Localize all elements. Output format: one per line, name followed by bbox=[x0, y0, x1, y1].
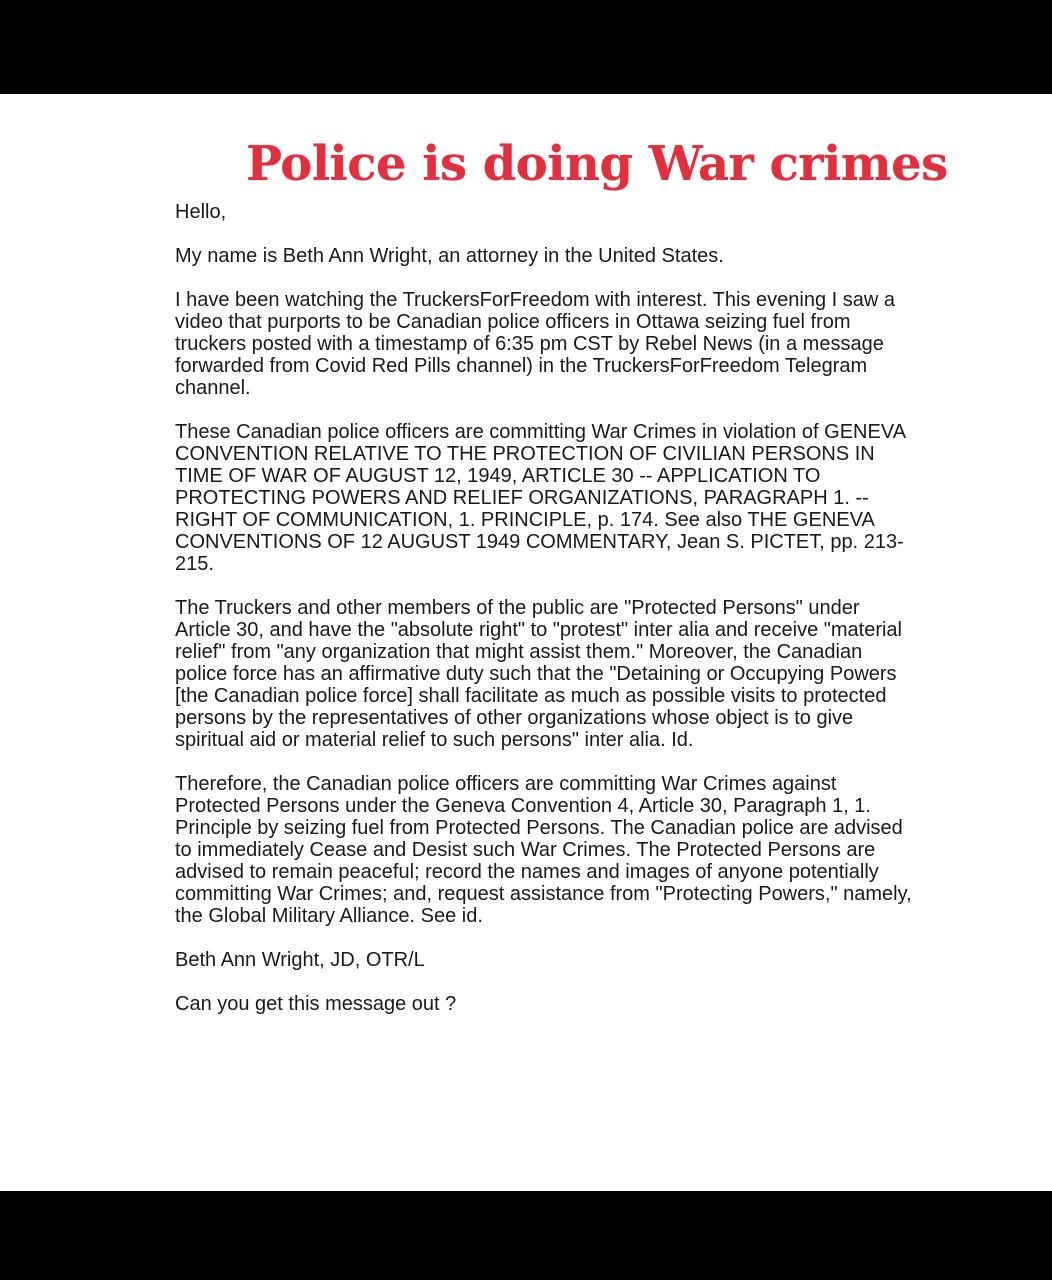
headline-title: Police is doing War crimes bbox=[246, 136, 948, 192]
letter-body bbox=[175, 201, 915, 1037]
bottom-letterbox-bar bbox=[0, 1191, 1052, 1280]
video-report-paragraph: I have been watching the TruckersForFreedom with interest. This evening I saw a video that purports to be Canadian police officers in Ottawa seizing fuel from truckers posted with a timestamp of 6:35 pm CST by Rebel News (in a message forwarded from Covid Red Pills channel) in the TruckersForFreedom Telegram channel. bbox=[175, 289, 895, 399]
document-page bbox=[0, 94, 1052, 1191]
protected-persons-paragraph: The Truckers and other members of the public are "Protected Persons" under Article 30, and have the "absolute right" to "protest" inter alia and receive "material relief" from "any organization that might assist them." Moreover, the Canadian police force has an affirmative duty such that the "Detaining or Occupying Powers [the Canadian police force] shall facilitate as much as possible visits to protected persons by the representatives of other organizations whose object is to give spiritual aid or material relief to such persons" inter alia. Id. bbox=[175, 597, 903, 751]
greeting-line: Hello, bbox=[175, 201, 227, 223]
conclusion-paragraph: Therefore, the Canadian police officers are committing War Crimes against Protected Persons under the Geneva Convention 4, Article 30, Paragraph 1, 1. Principle by seizing fuel from Protected Persons. The Canadian police are advised to immediately Cease and Desist such War Crimes. The Protected Persons are advised to remain peaceful; record the names and images of anyone potentially committing War Crimes; and, request assistance from "Protecting Powers," namely, the Global Military Alliance. See id. bbox=[175, 773, 912, 927]
top-letterbox-bar bbox=[0, 0, 1052, 94]
signature-line: Beth Ann Wright, JD, OTR/L bbox=[175, 949, 425, 971]
convention-violation-paragraph: These Canadian police officers are committing War Crimes in violation of GENEVA CONVENTION RELATIVE TO THE PROTECTION OF CIVILIAN PERSONS IN TIME OF WAR OF AUGUST 12, 1949, ARTICLE 30 -- APPLICATION TO PROTECTING POWERS AND RELIEF ORGANIZATIONS, PARAGRAPH 1. -- RIGHT OF COMMUNICATION, 1. PRINCIPLE, p. 174. See also THE GENEVA CONVENTIONS OF 12 AUGUST 1949 COMMENTARY, Jean S. PICTET, pp. 213-215. bbox=[175, 421, 905, 575]
closing-question: Can you get this message out ? bbox=[175, 993, 457, 1015]
intro-paragraph: My name is Beth Ann Wright, an attorney in the United States. bbox=[175, 245, 724, 267]
